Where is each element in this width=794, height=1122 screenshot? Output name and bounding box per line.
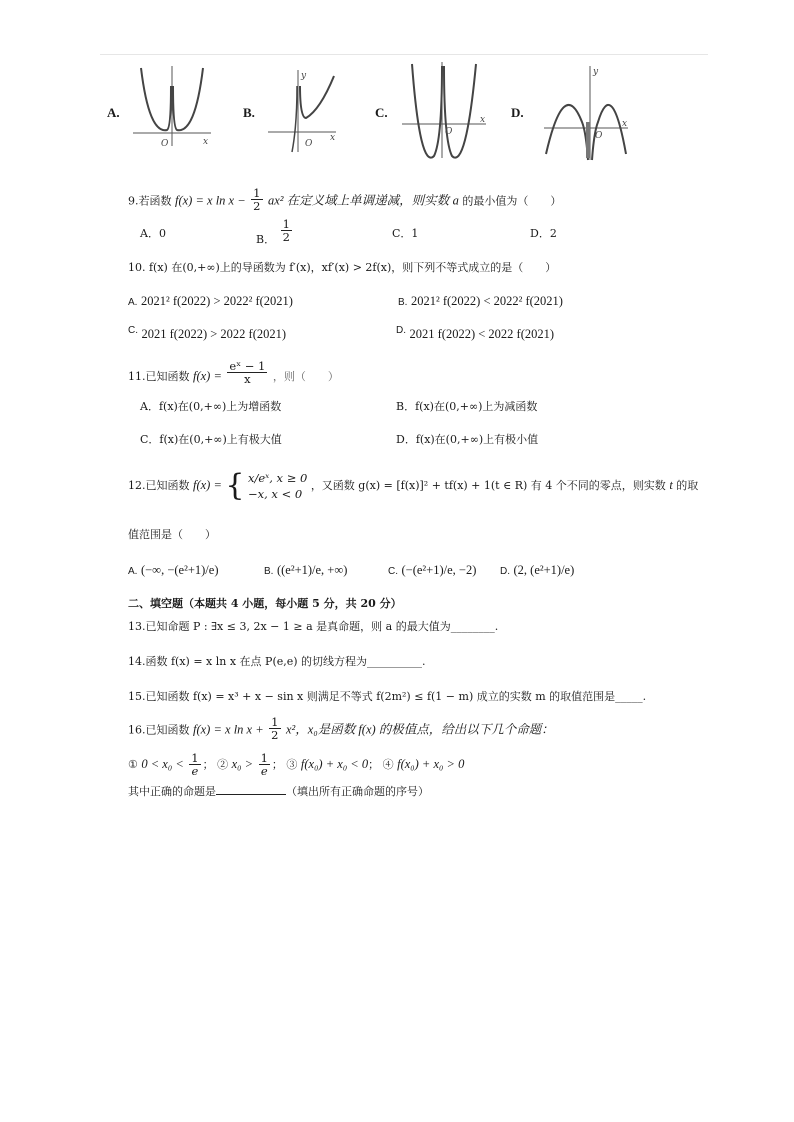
q11-fraction: $\frac{\text{eˣ − 1}}{x}$ — [229, 359, 266, 386]
section-title-fill-in: 二、填空题（本题共 4 小题，每小题 5 分，共 20 分） — [128, 597, 402, 610]
q11-stem: 11.已知函数 f(x) = $\frac{\text{eˣ − 1}}{x}$ ，则（ ） — [128, 359, 339, 386]
q9-stem: 9.若函数 f(x) = x ln x − $\frac{1}{2}$ ax² 在定义域上单调递减，则实数 a 的最小值为（ ） — [128, 186, 562, 213]
q16-prop-1: ① 0 < x₀ < $\frac{1}{e}$ ； — [128, 751, 214, 778]
q16-propositions — [128, 752, 464, 777]
q9-fraction: $\frac{1}{2}$ — [253, 186, 261, 213]
graph-d — [542, 62, 630, 162]
q16-answer-blank[interactable] — [216, 782, 286, 795]
q11-option-a[interactable]: A．f(x)在(0,+∞)上为增函数 — [140, 400, 282, 413]
q11-option-c[interactable]: C．f(x)在(0,+∞)上有极大值 — [140, 433, 282, 446]
q12-option-d[interactable]: D. (2, (e²+1)/e) — [500, 563, 575, 577]
graph-a-origin: O — [161, 139, 169, 149]
graph-label-b: B. — [243, 105, 255, 120]
q9-option-d[interactable]: D．2 — [530, 227, 557, 240]
q16-prop-4: ④ f(x₀) + x₀ > 0 — [382, 756, 465, 771]
graph-label-d: D. — [511, 105, 524, 120]
q16-answer-line: 其中正确的命题是 （填出所有正确命题的序号） — [128, 782, 429, 799]
svg-text:O: O — [445, 127, 453, 137]
q10-option-a[interactable]: A. 2021² f(2022) > 2022² f(2021) — [128, 294, 293, 308]
q12-option-a[interactable]: A. (−∞, −(e²+1)/e) — [128, 563, 219, 577]
graph-label-a: A. — [107, 105, 120, 120]
q16-prop-2: ② x₀ > $\frac{1}{e}$ ； — [217, 751, 283, 778]
q13-text: 13.已知命题 P : ∃x ≤ 3, 2x − 1 ≥ a 是真命题，则 a 的最大值为________. — [128, 620, 499, 633]
q9-option-b[interactable]: B． $\frac{1}{2}$ — [256, 217, 290, 246]
q12-option-c[interactable]: C. (−(e²+1)/e, −2) — [388, 563, 477, 577]
q9-option-a[interactable]: A．0 — [140, 227, 166, 240]
svg-text:O: O — [305, 139, 313, 149]
q12-option-b[interactable]: B. ((e²+1)/e, +∞) — [264, 563, 348, 577]
q10-stem: 10. f(x) 在(0,+∞)上的导函数为 f′(x)，xf′(x) > 2f(x)，则下列不等式成立的是（ ） — [128, 261, 557, 274]
q15-text: 15.已知函数 f(x) = x³ + x − sin x 则满足不等式 f(2m²) ≤ f(1 − m) 成立的实数 m 的取值范围是_____. — [128, 690, 647, 703]
svg-text:y: y — [593, 67, 599, 77]
q11-option-d[interactable]: D．f(x)在(0,+∞)上有极小值 — [396, 433, 539, 446]
svg-text:O: O — [595, 131, 603, 141]
q16-prop-3: ③ f(x₀) + x₀ < 0； — [286, 756, 380, 771]
graph-b — [268, 66, 340, 154]
q9-option-c[interactable]: C．1 — [392, 227, 419, 240]
q11-option-b[interactable]: B．f(x)在(0,+∞)上为减函数 — [396, 400, 538, 413]
q12-stem: 12.已知函数 f(x) = { x/eˣ, x ≥ 0 −x, x < 0 ，又函数 g(x) = [f(x)]² + tf(x) + 1(t ∈ R) 有 4 个不同的零点，则实数 t 的取 — [128, 468, 699, 503]
q16-stem: 16.已知函数 f(x) = x ln x + $\frac{1}{2}$ x²，x₀是函数 f(x) 的极值点，给出以下几个命题： — [128, 715, 554, 742]
graph-a — [133, 64, 213, 152]
q10-option-b[interactable]: B. 2021² f(2022) < 2022² f(2021) — [398, 294, 563, 308]
q12-piecewise: { x/eˣ, x ≥ 0 −x, x < 0 — [225, 468, 308, 503]
q10-option-c[interactable]: C. 2021 f(2022) > 2022 f(2021) — [128, 325, 287, 341]
graph-c — [400, 60, 488, 160]
top-rule — [100, 54, 708, 55]
q12-stem-line2: 值范围是（ ） — [128, 528, 216, 541]
q14-text: 14.函数 f(x) = x ln x 在点 P(e,e) 的切线方程为__________. — [128, 655, 426, 668]
svg-text:y: y — [301, 71, 307, 81]
q10-option-d[interactable]: D. 2021 f(2022) < 2022 f(2021) — [396, 325, 555, 341]
graph-label-c: C. — [375, 105, 388, 120]
svg-text:x: x — [330, 133, 336, 143]
svg-text:x: x — [480, 115, 486, 125]
svg-text:x: x — [622, 119, 628, 129]
svg-text:x: x — [203, 137, 209, 147]
